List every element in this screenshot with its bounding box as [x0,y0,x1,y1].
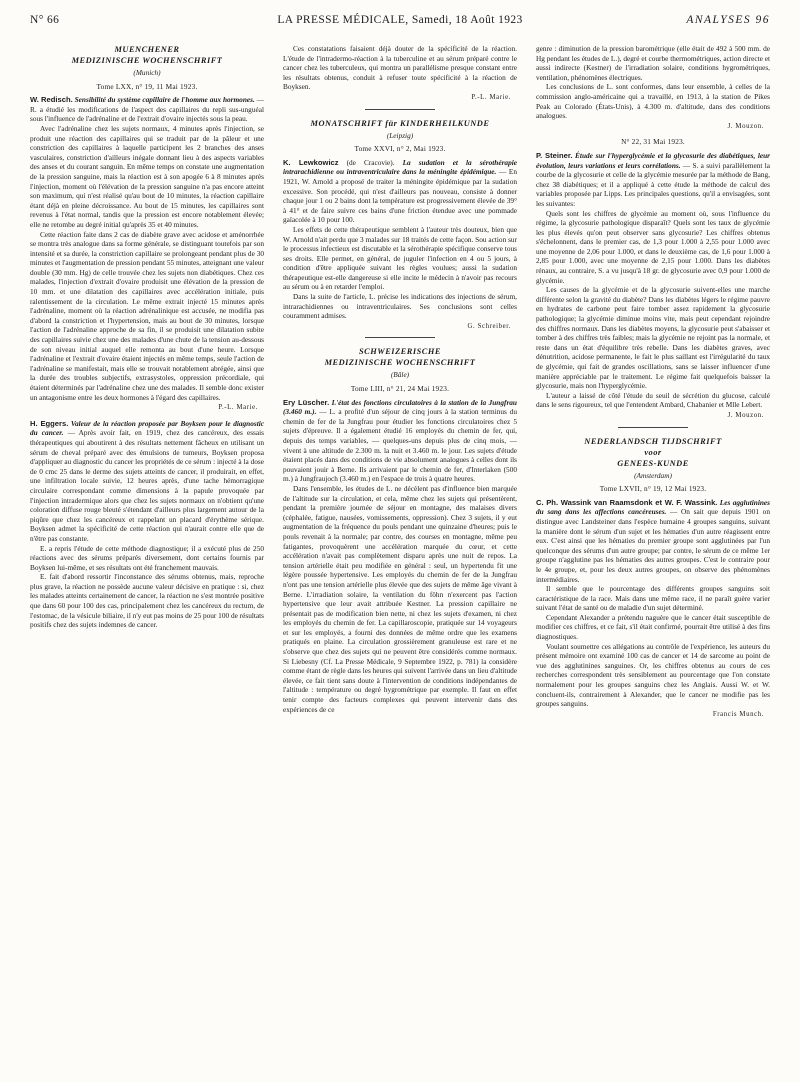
abstract-paragraph: Les effets de cette thérapeutique semblent à l'auteur très douteux, bien que W. Arnold n'ait perdu que 3 malades sur 18 traités de cette façon. Sou action sur le processus infectieux est discutable et la sérothérapie spécifique conserve tous ses droits. Elle permet, en général, de juguler l'infection en 4 ou 5 jours, à condition d'être appliquée suivant les règles voulues; aussi la sudation thérapeutique est-elle dangereuse si elle incite le médecin à n'avoir pas recours au sérum ou à en retarder l'emploi. [283,224,517,292]
section-divider [618,427,688,428]
abstract-lead [536,498,770,584]
abstract-lead [283,398,517,484]
abstract-text: — Après avoir fait, en 1919, chez des cancéreux, des essais thérapeutiques qui aboutirent à des résultats nettement fâcheux en utilisant un sérum de cheval préparé avec des émulsions de tumeurs, Boyksen proposa d'appliquer au diagnostic du cancer les propriétés de ce sérum : injecté à la dose de 0 cmc 25 dans le derme des sujets atteints de cancer, il produirait, en effet, une infiltration locale suivie, 12 heures après, d'une tache hémorragique circulaire correspondant comme dimensions à la papule provoquée par l'injection intradermique alors que chez les sujets normaux on n'obtient qu'une coloration diffuse rouge bleuté s'étendant d'ailleurs plus largement autour de la piqûre que chez les cancéreux et rappelant un placard d'érythème sérique. Boyksen admet la spécificité de cette réaction qui n'aurait contre elle que de n'être pas constante. [30,428,264,543]
abstract-title: Valeur de la réaction proposée par Boyksen pour le diagnostic du cancer. [30,418,264,438]
abstract-lead [30,419,264,544]
abstract-signature: P.-L. Marie. [218,404,258,412]
abstract-signature: J. Mouzon. [727,122,764,130]
abstract-paragraph: L'auteur a laissé de côté l'étude du seuil de sécrétion du glucose, calculé dans le sens rigoureux, tel que l'entendent Ambard, Chabanier et Mlle Lebert. [536,390,770,410]
column-3 [536,44,770,1074]
abstract-paragraph: Dans l'ensemble, les études de L. ne décèlent pas d'influence bien marquée de l'altitude sur la circulation, et cela, même chez les sujets qui présentèrent, pendant la première journée de séjour en montagne, des malaises divers (céphalée, fatigue, nausées, vomissements, oppression). Chez 3 sujets, il y eut augmentation de la fréquence du pouls pendant une quinzaine d'heures; puis le pouls revenait à la normale; par contre, des courses en montagne, même peu fatigantes, provoquèrent une accélération marquée du cœur, et cette accélération n'avait pas complètement disparu après une nuit de repos. La tension artérielle était peu modifiée en général : seul, un hypertendu fit une légère poussée hypertensive. Les employés du chemin de fer de la Jungfrau n'ont pas une tension artérielle plus élevée que des sujets de même âge vivant à Berne. L'irradiation solaire, la ventilation du föhn n'exercent pas l'action hypertensive que leur avait attribuée Kestner. La pression capillaire ne présentait pas de modification bien nette, ni chez les sujets d'examen, ni chez les employés du chemin de fer. La capillaroscopie, pratiquée sur 14 voyageurs et sur les employés, a fourni des données de même ordre que les examens pratiqués en plaine. La circulation grossièrement granuleuse est rare et ne s'observe que chez des sujets qui ne peuvent être considérés comme normaux. Si Liebesny (Cf. La Presse Médicale, 9 Septembre 1922, p. 781) la considère comme étant de règle dans les heures qui suivent l'arrivée dans un lieu d'altitude élevée, ce fait tient sans doute à l'intervention de conditions indépendantes de l'altitude : température ou degré hygrométrique par exemple. Il faut en effet tenir compte des facteurs complexes qui peuvent intervenir dans des expériences de ce [283,483,517,714]
abstract-text: — On sait que depuis 1901 on distingue avec Landsteiner dans l'espèce humaine 4 groupes sanguins, suivant la manière dont le sérum d'un sujet et les hématies d'un autre réagissent entre eux. C'est ainsi que les hématies du premier groupe sont agglutinées par l'un quelconque des sérums d'un autre groupe; par contre, le sérum de ce même 1er groupe n'agglutine pas les hématies des autres groupes. C'est le contraire pour le 4e groupe, et, pour les deux autres groupes, on observe des phénomènes intermédiaires. [536,507,770,584]
abstract-title: Étude sur l'hyperglycémie et la glycosurie des diabétiques, leur évolution, leurs variations et leurs corrélations. [536,150,770,170]
abstract-paragraph: Avec l'adrénaline chez les sujets normaux, 4 minutes après l'injection, se produit une réaction des capillaires qui se traduit par de la pâleur et une constriction des capillaires à laquelle participent les 2 branches des anses vasculaires, constriction d'ailleurs inégale donnant lieu à des aspects variables des anses et du courant sanguin. En même temps on constate une augmentation de la pression sanguine, mais la réaction est à son apogée 6 à 8 minutes après l'injection, moment où l'élévation de la pression sanguine n'a pas encore atteint son maximum, qui n'est réalisé qu'au bout de 10 minutes, la réaction capillaire étant déjà en pleine décroissance. Au bout de 15 minutes, les capillaires sont revenus à l'état normal, tandis que la pression est encore notablement élevée; elle ne retombe au degré initial qu'après 35 et 40 minutes. [30,123,264,229]
abstract-lead [283,158,517,225]
journal-city: (Bâle) [390,370,410,380]
abstract-signature: P.-L. Marie. [471,93,511,101]
abstract-paragraph: Quels sont les chiffres de glycémie au moment où, sous l'influence du régime, la glycosurie pathologique disparaît? Quels sont les taux de glycémie les plus élevés qu'on peut observer sans glycosurie? Les chiffres obtenus s'échelonnent, dans le premier cas, de 1,3 pour 1.000 à 2,55 pour 1.000 avec une moyenne de 2,06 pour 1.000, et dans le deuxième cas, de 1,6 pour 1.000 à 2,85 pour 1.000, avec une moyenne de 2,15 pour 1.000. Dans les diabètes rénaux, au contraire, S. a vu jusqu'à 18 gr. de glycosurie avec 0,9 pour 1.000 de glycémie. [536,208,770,285]
journal-issue: Tome LIII, n° 21, 24 Mai 1923. [350,384,450,394]
abstract-signature: Francis Munch. [712,710,764,718]
abstract-paragraph: Les causes de la glycémie et de la glycosurie suivent-elles une marche différente selon la gravité du diabète? Dans les diabètes légers le régime pauvre en hydrates de carbone peut faire tomber assez rapidement la glycosurie pathologique; la glycémie diminue moins vite, mais peut cependant rejoindre des chiffres normaux. Dans les diabètes moyens, la glycosurie peut s'abaisser et tomber à des chiffres très faibles; mais la glycémie ne rejoint pas la normale, et reste dans un état d'équilibre très rebelle. Dans les diabètes graves, avec dénutrition, acidose permanente, le fait le plus saillant est l'irrégularité du taux de glycémie, qui fait de grandes oscillations, sans se laisser influencer d'une manière appréciable par le traitement. Le régime fait quelquefois baisser la glycosurie, mais non l'hyperglycémie. [536,285,770,391]
abstract-paragraph: E. fait d'abord ressortir l'inconstance des sérums obtenus, mais, reproche plus grave, la réaction ne possède aucune valeur décisive en pratique : si, chez les malades atteints certainement de cancer, la réaction ne s'est montrée positive que dans 60 pour 100 des cas, principalement chez les cancéreux du rectum, de l'estomac, de la vésicule biliaire, il n'y eut pas moins de 25 pour 100 de résultats positifs chez des sujets indemnes de cancer. [30,572,264,630]
journal-city: (Leipzig) [386,130,414,140]
abstract-paragraph: Il semble que le pourcentage des différents groupes sanguins soit caractéristique de la race. Mais dans une même race, il ne paraît guère varier suivant l'état de santé ou de maladie d'un sujet déterminé. [536,584,770,613]
abstract-signature: J. Mouzon. [727,411,764,419]
journal-title-muenchener: MUENCHENER MEDIZINISCHE WOCHENSCHRIFT [71,45,223,65]
abstract-paragraph: Dans la suite de l'article, L. précise les indications des injections de sérum, intrarachidiennes ou intraventriculaires. Ses conclusions sont celles couramment admises. [283,292,517,321]
abstract-text: — L. a profité d'un séjour de cinq jours à la station terminus du chemin de fer de la Jungfrau pour étudier les fonctions circulatoires chez 5 sujets d'épreuve. Il a également étudié 16 employés du chemin de fer, qui, depuis des temps variables, — quelques-uns depuis plus de cinq mois, — vivent à une altitude de 2.300 m. la nuit et 3.460 m. le jour. Les sujets d'étude étaient placés dans des conditions de vie absolument analogues à celles dont ils pouvaient jouir à Berne. Ils arrivaient par le chemin de fer, d'Interlaken (500 m.) à Jungfraujoch (3.460 m.) en l'espace de trois à quatre heures. [283,407,517,484]
abstract-paragraph: Cette réaction faite dans 2 cas de diabète grave avec acidose et aménorrhée se montra très analogue dans sa forme générale, se distinguant toutefois par son intensité et sa durée, la constriction capillaire se prolongeant pendant plus de 30 minutes et l'augmentation de pression pendant 55 minutes, atteignant une valeur double (30 mm. Hg) de celle trouvée chez les sujets non diabétiques. Chez ces malades, l'injection d'extrait d'ovaire produisit une élévation de la pression de 10 mm. et une dilatation des capillaires avec accélération initiale, puis ralentissement de la circulation. Le même extrait injecté 15 minutes après l'adrénaline, moment où la réaction adrénalinique est accusée, ne modifia pas d'abord la constriction et l'hypertension, mais au bout de 30 minutes, lorsque l'action de l'adrénaline approche de sa fin, il se produisit une dilatation subite des capillaires suivie chez une des malades d'une chute de la tension au-dessous de son niveau initial auquel elle remonta au bout d'une heure. Lorsque l'adrénaline et l'extrait d'ovaire étaient injectés en même temps, seule l'action de l'adrénaline se manifestait, mais elle se trouvait notablement abrégée, ainsi que la durée des troubles subjectifs, extrasystoles, oppression précordiale, qui étaient déterminés par l'adrénaline chez une des malades. Il semble donc exister un antagonisme entre les deux hormones à l'égard des capillaires. [30,229,264,402]
abstract-author: P. Steiner. [536,150,573,160]
abstract-text: — S. a suivi parallèlement la courbe de la glycosurie et celle de la glycémie mesurée par la méthode de Bang, chez 38 diabétiques; et il a appliqué à cette étude la méthode de calcul des variables proposée par Lipps. Les principales questions, qu'il a envisagées, sont les suivantes: [536,160,770,208]
abstract-paragraph: Les conclusions de L. sont conformes, dans leur ensemble, à celles de la commission anglo-américaine qui a travaillé, en 1913, à la station de Pikes Peak au Colorado (États-Unis), à 4.300 m. d'altitude, dans des conditions analogues. [536,82,770,121]
section-divider [365,109,435,110]
running-header [30,14,770,30]
abstract-paragraph: E. a repris l'étude de cette méthode diagnostique; il a exécuté plus de 250 réactions avec des sérums préparés diversement, dont certains fournis par Boyksen lui-même, et ses résultats ont été franchement mauvais. [30,543,264,572]
journal-issue: N° 22, 31 Mai 1923. [621,137,685,147]
column-2 [283,44,517,1074]
abstract-author: C. Ph. Wassink van Raamsdonk et W. F. Wassink. [536,497,718,507]
section-header: ANALYSES 96 [686,14,770,26]
abstract-title: L'état des fonctions circulatoires à la station de la Jungfrau (3.460 m.). [283,397,517,417]
abstract-paragraph: Cependant Alexander a prétendu naguère que le cancer était susceptible de modifier ces chiffres, et ce fait, s'il était confirmé, pourrait être utilisé à des fins diagnostiques. [536,612,770,642]
abstract-paragraph: genre : diminution de la pression barométrique (elle était de 492 à 500 mm. de Hg pendant les études de L.), degré et courbe thermométriques, action directe et aussi indirecte (Kestner) de l'irradiation solaire, conditions hygrométriques, ventilation, phénomènes électriques. [536,44,770,82]
journal-issue: Tome LXVII, n° 19, 12 Mai 1923. [599,484,707,494]
journal-issue: Tome LXX, n° 19, 11 Mai 1923. [96,81,198,91]
abstract-author: H. Eggers. [30,418,69,428]
abstract-title: La sudation et la sérothérapie intrarachidienne ou intraventriculaire dans la méningite épidémique. [283,157,517,177]
abstract-paragraph: Voulant soumettre ces allégations au contrôle de l'expérience, les auteurs du présent mémoire ont examiné 100 cas de cancer et 14 de sarcome au point de vue des agglutinines sanguines. Or, les chiffres obtenus au cours de ces recherches correspondent très sensiblement au pourcentage que l'on constate normalement pour les groupes sanguins chez les Anglais. Aussi W. et W. concluent-ils, contrairement à Alexander, que le cancer ne modifie pas les groupes sanguins. [536,641,770,709]
journal-header: LA PRESSE MÉDICALE, Samedi, 18 Août 1923 [277,14,523,26]
abstract-author-affiliation: (de Cracovie). [338,157,395,167]
abstract-paragraph: Ces constatations faisaient déjà douter de la spécificité de la réaction. L'étude de l'intradermo-réaction à la tuberculine et au sérum préparé contre le cancer chez les tuberculeux, qui montra un parallélisme presque constant entre les résultats obtenus, conduit à refuser toute spécificité à la réaction de Boyksen. [283,44,517,92]
abstract-author: W. Redisch. [30,95,73,105]
journal-title-monatschrift: MONATSCHRIFT für KINDERHEILKUNDE [310,118,490,128]
abstract-title: Sensibilité du système capillaire de l'homme aux hormones. [74,95,255,105]
page-number: N° 66 [30,14,60,26]
journal-city: (Amsterdam) [634,470,672,480]
abstract-author: Ery Lüscher. [283,397,330,407]
journal-title-schweizerische: SCHWEIZERISCHE MEDIZINISCHE WOCHENSCHRIFT [324,347,476,368]
abstract-signature: G. Schreiber. [467,322,511,330]
abstract-lead [536,151,770,209]
abstract-text: — En 1921, W. Arnold a proposé de traiter la méningite épidémique par la sudation excessive. Son procédé, qui n'est d'ailleurs pas nouveau, consiste à donner chaque jour 1 ou 2 bains dont la température est progressivement élevée de 39° à 41° et de faire suivre ces bains d'une friction étendue avec une pommade gaïacolée à 10 pour 100. [283,167,517,225]
abstract-text: — R. a étudié les modifications de l'aspect des capillaires du repli sus-unguéal sous l'influence de l'adrénaline et de l'extrait d'ovaire injectés sous la peau. [30,95,264,124]
journal-title-nederlandsch: NEDERLANDSCH TIJDSCHRIFT voor GENEES-KUNDE [584,436,722,468]
abstract-author: K. Lewkowicz [283,157,339,167]
column-1 [30,44,264,1074]
journal-city: (Munich) [133,68,161,77]
abstract-title: Les agglutinines du sang dans les affections cancéreuses. [536,497,770,517]
journal-issue: Tome XXVI, n° 2, Mai 1923. [354,144,446,154]
abstract-lead [30,95,264,124]
section-divider [365,337,435,338]
